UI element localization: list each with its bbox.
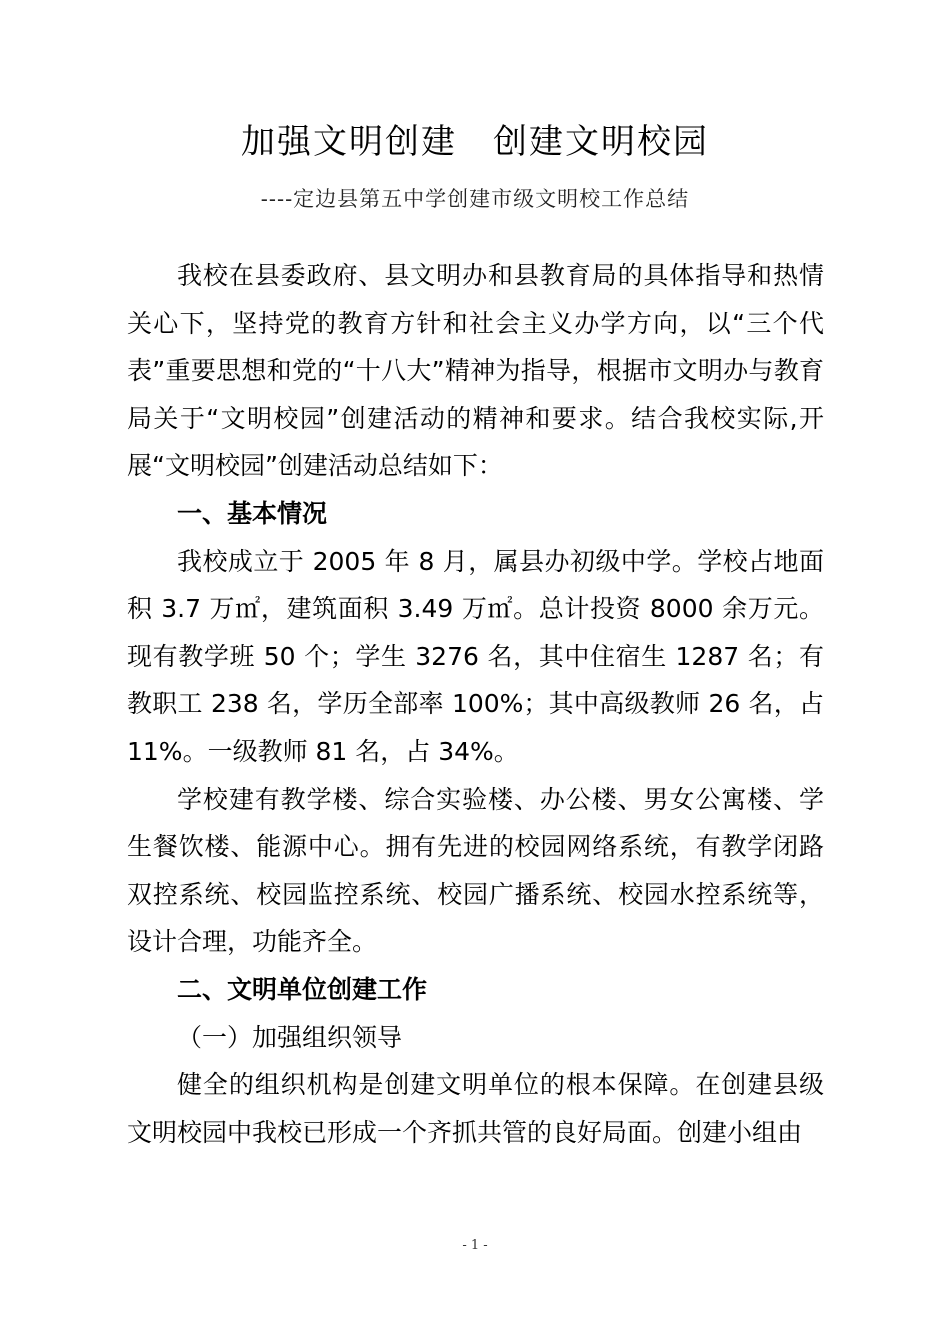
- section-heading-civilization-work: 二、文明单位创建工作: [177, 974, 428, 1004]
- paragraph-school-stats: 我校成立于 2005 年 8 月，属县办初级中学。学校占地面积 3.7 万㎡，建筑面积 3.49 万㎡。总计投资 8000 余万元。现有教学班 50 个；学生 3276 名，其中住宿生 1287 名；有教职工 238 名，学历全部率 100%；其中高级教师 26 名，占 11%。一级教师 81 名，占 34%。: [127, 546, 824, 766]
- document-body: [127, 252, 824, 1156]
- page-number: - 1 -: [462, 1238, 488, 1253]
- paragraph-leadership: 健全的组织机构是创建文明单位的根本保障。在创建县级文明校园中我校已形成一个齐抓共管的良好局面。创建小组由: [127, 1070, 824, 1147]
- section-heading-basic-situation: 一、基本情况: [177, 498, 328, 528]
- paragraph-intro: 我校在县委政府、县文明办和县教育局的具体指导和热情关心下，坚持党的教育方针和社会主义办学方向，以“三个代表”重要思想和党的“十八大”精神为指导，根据市文明办与教育局关于“文明校园”创建活动的精神和要求。结合我校实际,开展“文明校园”创建活动总结如下：: [127, 261, 824, 481]
- paragraph-facilities: 学校建有教学楼、综合实验楼、办公楼、男女公寓楼、学生餐饮楼、能源中心。拥有先进的校园网络系统，有教学闭路双控系统、校园监控系统、校园广播系统、校园水控系统等，设计合理，功能齐全。: [127, 784, 824, 957]
- document-title: 加强文明创建 创建文明校园: [241, 122, 709, 162]
- subsection-heading-leadership: （一）加强组织领导: [177, 1022, 403, 1052]
- document-subtitle: ----定边县第五中学创建市级文明校工作总结: [260, 187, 690, 211]
